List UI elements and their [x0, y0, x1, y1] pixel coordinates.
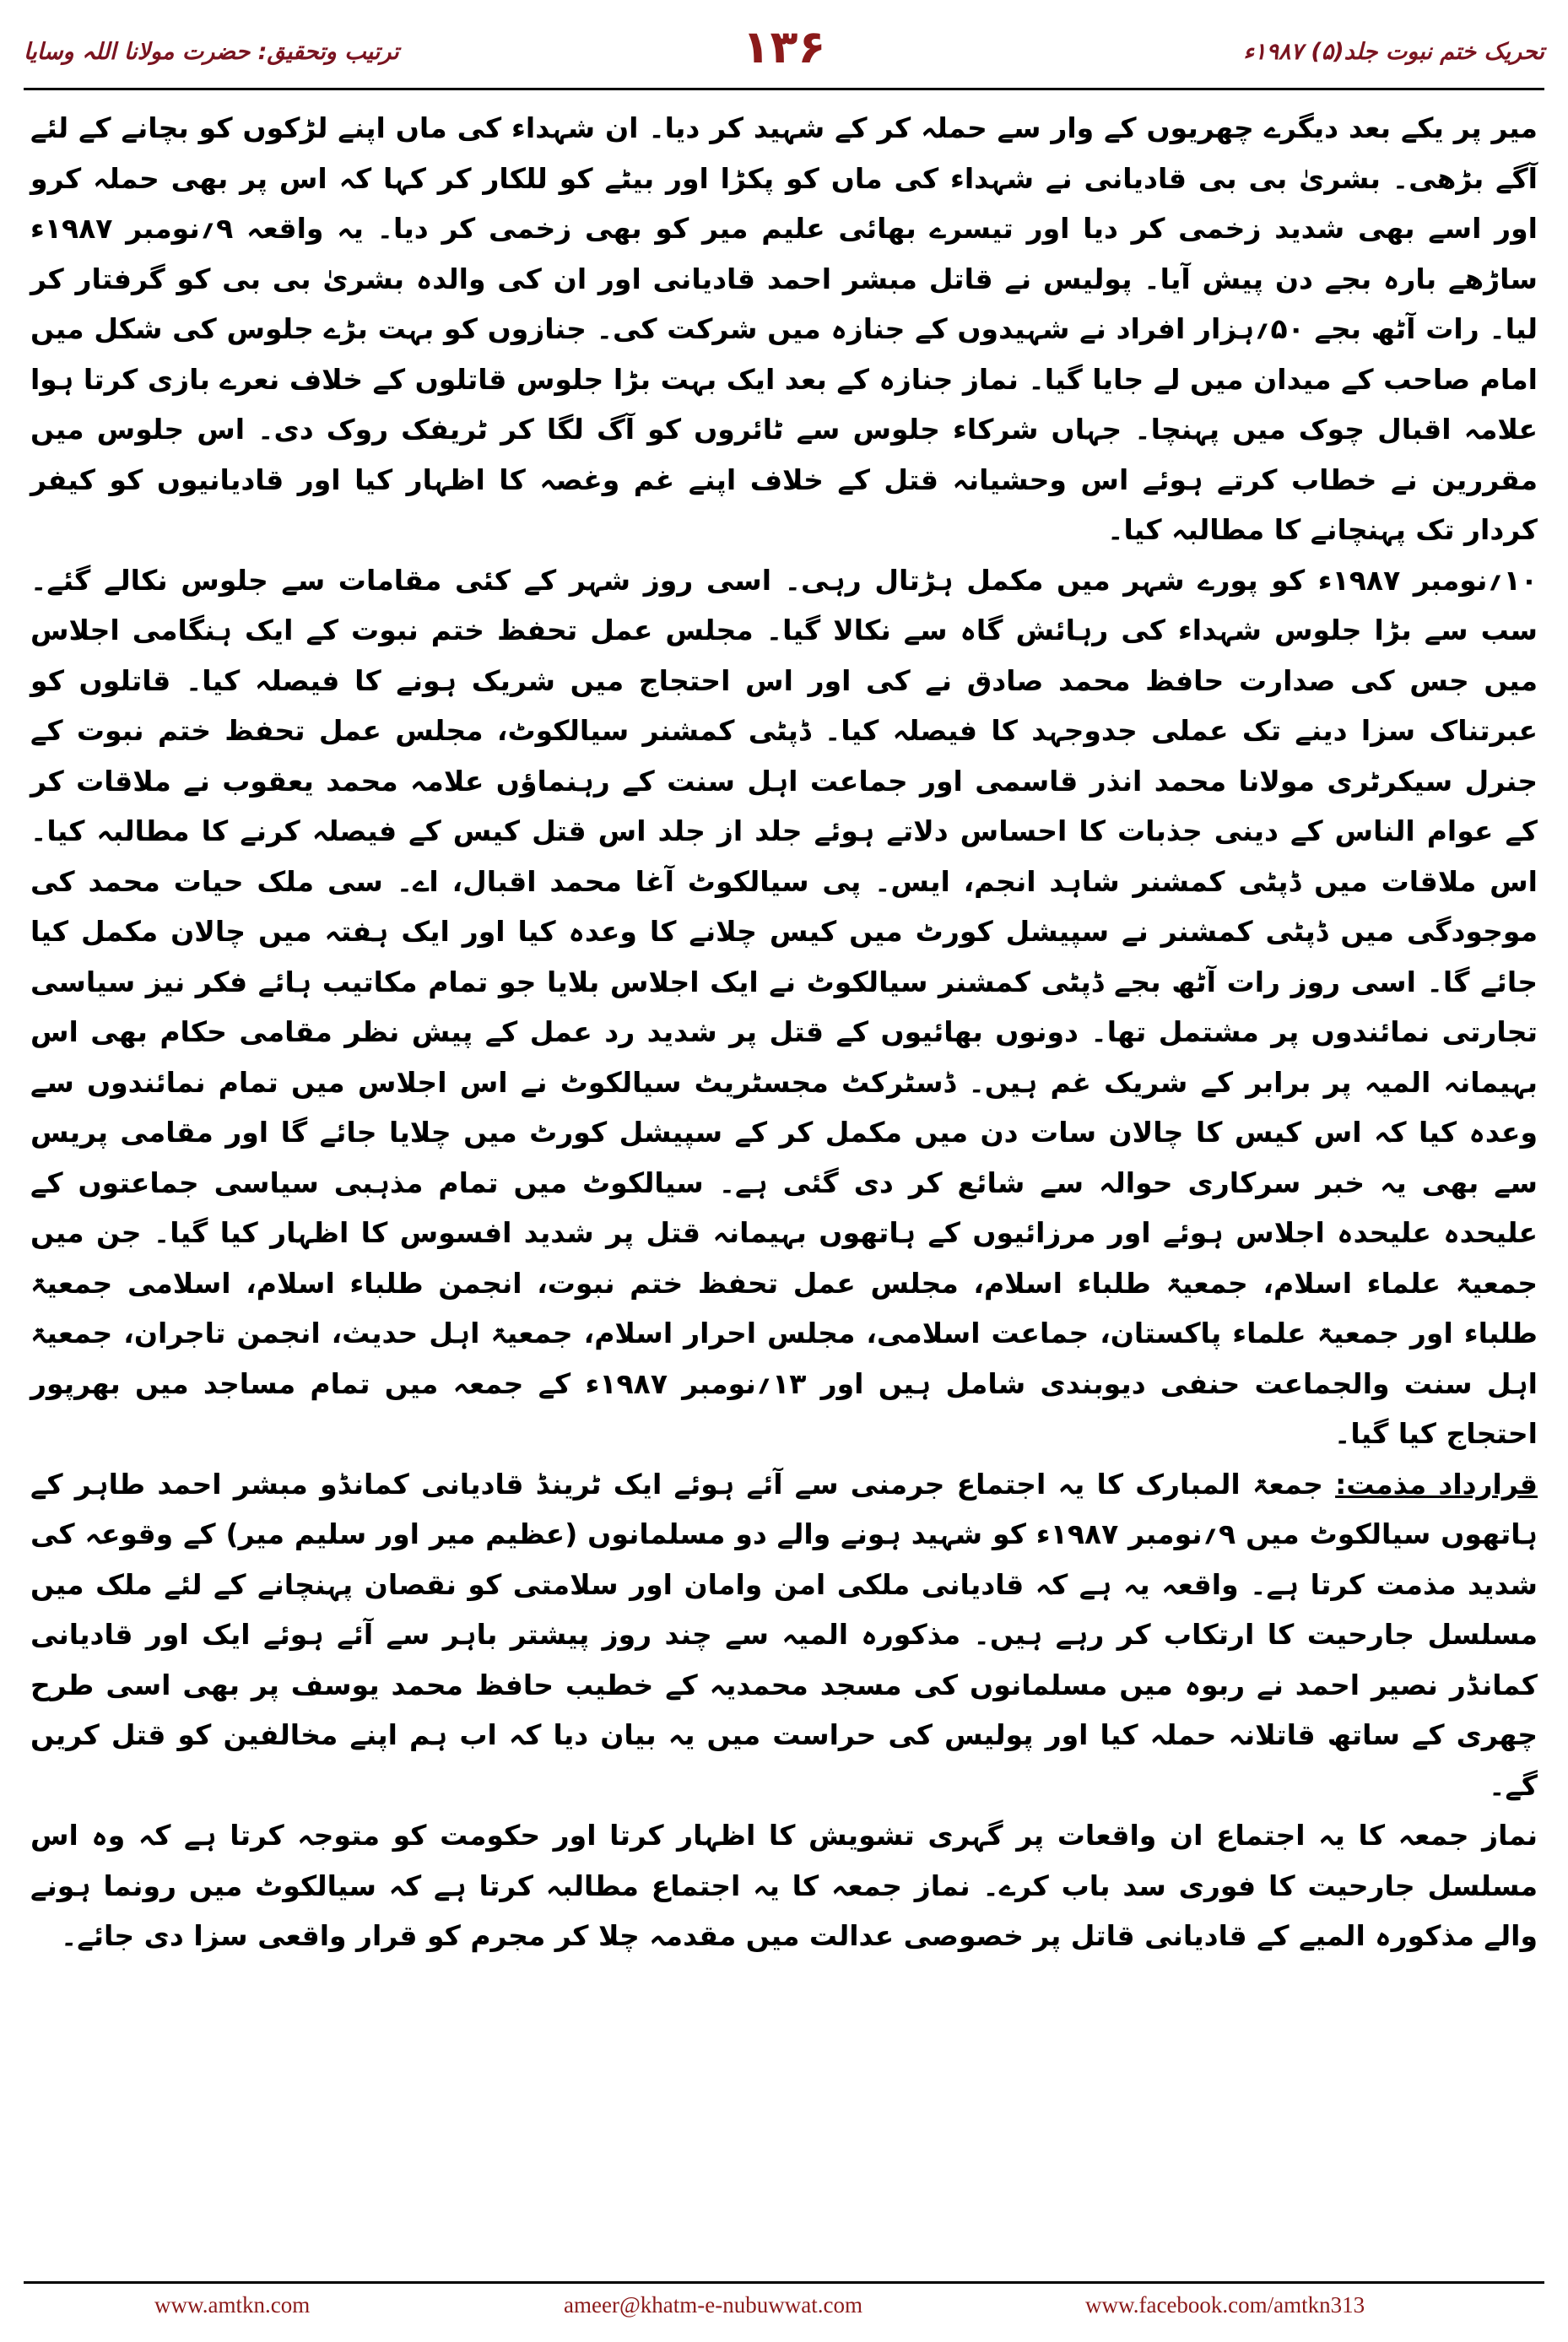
page-header [24, 20, 1544, 79]
footer-rule [24, 2281, 1544, 2284]
footer-website-link[interactable]: www.amtkn.com [154, 2292, 311, 2318]
header-book-title: تحریک ختم نبوت جلد(۵) ۱۹۸۷ء [1243, 39, 1544, 65]
header-rule [24, 88, 1544, 90]
resolution-label: قرارداد مذمت: [1335, 1467, 1538, 1501]
page-number: ۱۳۶ [742, 20, 826, 73]
page-footer [24, 2289, 1544, 2323]
footer-email-link[interactable]: ameer@khatm-e-nubuwwat.com [564, 2292, 862, 2318]
resolution-paragraph [30, 1459, 1538, 1811]
resolution-text: جمعۃ المبارک کا یہ اجتماع جرمنی سے آئے ہوئے ایک ٹرینڈ قادیانی کمانڈو مبشر احمد طاہر کے ہاتھوں سیالکوٹ میں ۹؍نومبر ۱۹۸۷ء کو شہید ہونے والے دو مسلمانوں (عظیم میر اور سلیم میر) کے وقوعہ کی شدید مذمت کرتا ہے۔ واقعہ یہ ہے کہ قادیانی ملکی امن وامان اور سلامتی کو نقصان پہنچانے کے لئے ملک میں مسلسل جارحیت کا ارتکاب کر رہے ہیں۔ مذکورہ المیہ سے چند روز پیشتر باہر سے آئے ہوئے ایک اور قادیانی کمانڈر نصیر احمد نے ربوہ میں مسلمانوں کی مسجد محمدیہ کے خطیب حافظ محمد یوسف پر بھی اسی طرح چھری کے ساتھ قاتلانہ حملہ کیا اور پولیس کی حراست میں یہ بیان دیا کہ اب ہم اپنے مخالفین کو قتل کریں گے۔ [30, 1467, 1538, 1802]
page-body [30, 103, 1538, 2272]
paragraph-1: میر پر یکے بعد دیگرے چھریوں کے وار سے حملہ کر کے شہید کر دیا۔ ان شہداء کی ماں اپنے لڑکوں کو بچانے کے لئے آگے بڑھی۔ بشریٰ بی بی قادیانی نے شہداء کی ماں کو پکڑا اور بیٹے کو للکار کر کہا کہ اس پر بھی حملہ کرو اور اسے بھی شدید زخمی کر دیا اور تیسرے بھائی علیم میر کو بھی زخمی کر دیا۔ یہ واقعہ ۹؍نومبر ۱۹۸۷ء ساڑھے بارہ بجے دن پیش آیا۔ پولیس نے قاتل مبشر احمد قادیانی اور ان کی والدہ بشریٰ بی بی کو گرفتار کر لیا۔ رات آٹھ بجے ۵۰؍ہزار افراد نے شہیدوں کے جنازہ میں شرکت کی۔ جنازوں کو بہت بڑے جلوس کی شکل میں امام صاحب کے میدان میں لے جایا گیا۔ نماز جنازہ کے بعد ایک بہت بڑا جلوس قاتلوں کے خلاف نعرے بازی کرتا ہوا علامہ اقبال چوک میں پہنچا۔ جہاں شرکاء جلوس سے ٹائروں کو آگ لگا کر ٹریفک روک دی۔ اس جلوس میں مقررین نے خطاب کرتے ہوئے اس وحشیانہ قتل کے خلاف اپنے غم وغصہ کا اظہار کیا اور قادیانیوں کو کیفر کردار تک پہنچانے کا مطالبہ کیا۔ [30, 111, 1538, 546]
footer-facebook-link[interactable]: www.facebook.com/amtkn313 [1085, 2292, 1365, 2318]
closing-paragraph: نماز جمعہ کا یہ اجتماع ان واقعات پر گہری تشویش کا اظہار کرتا اور حکومت کو متوجہ کرتا ہے کہ وہ اس مسلسل جارحیت کا فوری سد باب کرے۔ نماز جمعہ کا یہ اجتماع مطالبہ کرتا ہے کہ سیالکوٹ میں رونما ہونے والے مذکورہ المیے کے قادیانی قاتل پر خصوصی عدالت میں مقدمہ چلا کر مجرم کو قرار واقعی سزا دی جائے۔ [30, 1819, 1538, 1952]
paragraph-2: ۱۰؍نومبر ۱۹۸۷ء کو پورے شہر میں مکمل ہڑتال رہی۔ اسی روز شہر کے کئی مقامات سے جلوس نکالے گئے۔ سب سے بڑا جلوس شہداء کی رہائش گاہ سے نکالا گیا۔ مجلس عمل تحفظ ختم نبوت کے ایک ہنگامی اجلاس میں جس کی صدارت حافظ محمد صادق نے کی اور اس احتجاج میں شریک ہونے کا فیصلہ کیا۔ قاتلوں کو عبرتناک سزا دینے تک عملی جدوجہد کا فیصلہ کیا۔ ڈپٹی کمشنر سیالکوٹ، مجلس عمل تحفظ ختم نبوت کے جنرل سیکرٹری مولانا محمد انذر قاسمی اور جماعت اہل سنت کے رہنماؤں علامہ محمد یعقوب نے ملاقات کر کے عوام الناس کے دینی جذبات کا احساس دلاتے ہوئے جلد از جلد اس قتل کیس کے فیصلہ کرنے کا مطالبہ کیا۔ اس ملاقات میں ڈپٹی کمشنر شاہد انجم، ایس۔ پی سیالکوٹ آغا محمد اقبال، اے۔ سی ملک حیات محمد کی موجودگی میں ڈپٹی کمشنر نے سپیشل کورٹ میں کیس چلانے کا وعدہ کیا اور ایک ہفتہ میں چالان مکمل کیا جائے گا۔ اسی روز رات آٹھ بجے ڈپٹی کمشنر سیالکوٹ نے ایک اجلاس بلایا جو تمام مکاتیب ہائے فکر نیز سیاسی تجارتی نمائندوں پر مشتمل تھا۔ دونوں بھائیوں کے قتل پر شدید رد عمل کے پیش نظر مقامی حکام بھی اس بہیمانہ المیہ پر برابر کے شریک غم ہیں۔ ڈسٹرکٹ مجسٹریٹ سیالکوٹ نے اس اجلاس میں تمام نمائندوں سے وعدہ کیا کہ اس کیس کا چالان سات دن میں مکمل کر کے سپیشل کورٹ میں چلایا جائے گا اور مقامی پریس سے بھی یہ خبر سرکاری حوالہ سے شائع کر دی گئی ہے۔ سیالکوٹ میں تمام مذہبی سیاسی جماعتوں کے علیحدہ علیحدہ اجلاس ہوئے اور مرزائیوں کے ہاتھوں بہیمانہ قتل پر شدید افسوس کا اظہار کیا گیا۔ جن میں جمعیۃ علماء اسلام، جمعیۃ طلباء اسلام، مجلس عمل تحفظ ختم نبوت، انجمن طلباء اسلام، اسلامی جمعیۃ طلباء اور جمعیۃ علماء پاکستان، جماعت اسلامی، مجلس احرار اسلام، جمعیۃ اہل حدیث، انجمن تاجران، جمعیۃ اہل سنت والجماعت حنفی دیوبندی شامل ہیں اور ۱۳؍نومبر ۱۹۸۷ء کے جمعہ میں تمام مساجد میں بھرپور احتجاج کیا گیا۔ [30, 563, 1538, 1450]
header-compiler: ترتیب وتحقیق: حضرت مولانا اللہ وسایا [24, 39, 399, 65]
